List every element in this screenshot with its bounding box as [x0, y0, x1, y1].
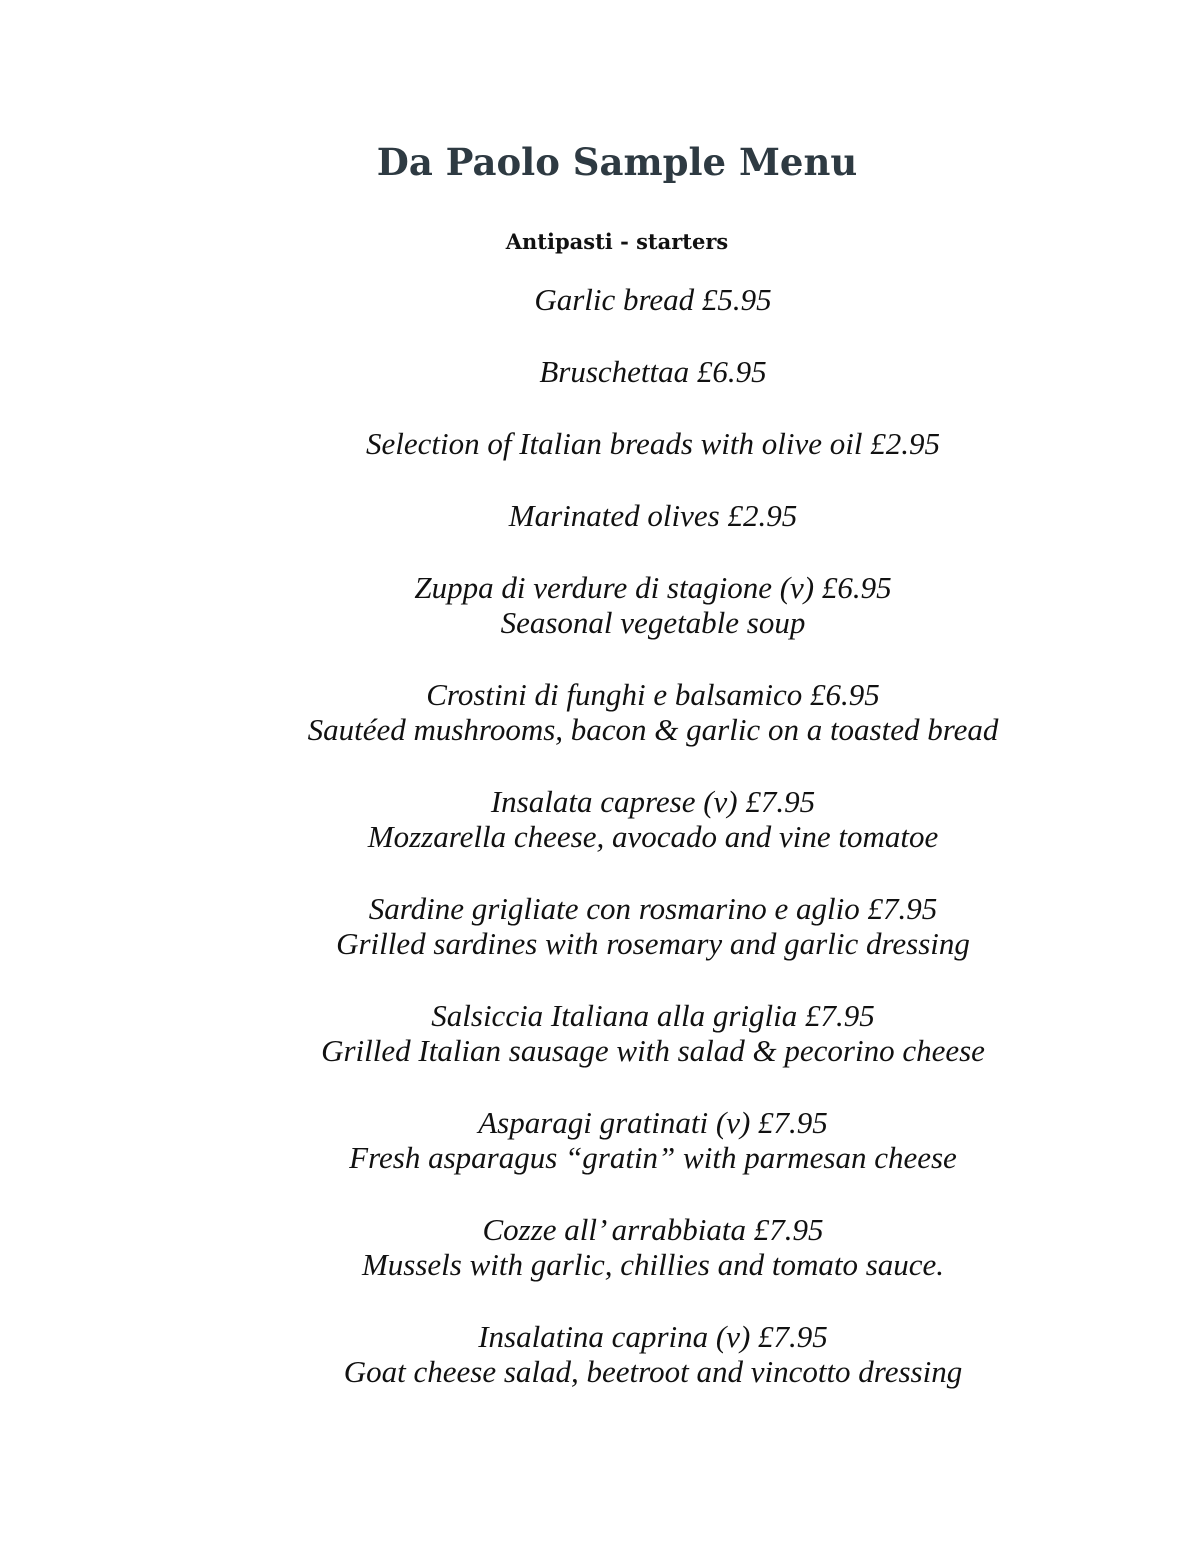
menu-item [0, 570, 1200, 640]
item-name: Crostini di funghi e balsamico £6.95 [426, 677, 880, 712]
menu-item [0, 354, 1200, 389]
menu-item [0, 426, 1200, 461]
item-description: Mussels with garlic, chillies and tomato sauce. [361, 1247, 945, 1282]
menu-item [0, 1319, 1200, 1389]
menu-title: Da Paolo Sample Menu [376, 140, 858, 184]
item-name: Zuppa di verdure di stagione (v) £6.95 [414, 570, 892, 605]
item-name: Asparagi gratinati (v) £7.95 [478, 1105, 828, 1140]
menu-item [0, 1212, 1200, 1282]
item-name: Selection of Italian breads with olive oil £2.95 [366, 426, 940, 461]
item-description: Fresh asparagus “gratin” with parmesan cheese [349, 1140, 957, 1175]
item-name: Sardine grigliate con rosmarino e aglio £7.95 [368, 891, 938, 926]
menu-item [0, 998, 1200, 1068]
item-name: Insalatina caprina (v) £7.95 [478, 1319, 828, 1354]
item-description: Sautéed mushrooms, bacon & garlic on a toasted bread [307, 712, 999, 747]
item-description: Seasonal vegetable soup [500, 605, 806, 640]
item-description: Mozzarella cheese, avocado and vine tomatoe [367, 819, 939, 854]
item-description: Grilled Italian sausage with salad & pecorino cheese [321, 1033, 985, 1068]
item-name: Garlic bread £5.95 [534, 282, 772, 317]
item-name: Marinated olives £2.95 [508, 498, 798, 533]
item-name: Cozze all’ arrabbiata £7.95 [482, 1212, 824, 1247]
item-description: Grilled sardines with rosemary and garlic dressing [336, 926, 970, 961]
menu-items-list [0, 282, 1200, 1426]
menu-item [0, 677, 1200, 747]
item-name: Insalata caprese (v) £7.95 [490, 784, 816, 819]
item-name: Salsiccia Italiana alla griglia £7.95 [431, 998, 875, 1033]
menu-item [0, 498, 1200, 533]
item-description: Goat cheese salad, beetroot and vincotto dressing [343, 1354, 963, 1389]
menu-item [0, 282, 1200, 317]
menu-item [0, 891, 1200, 961]
menu-item [0, 1105, 1200, 1175]
item-name: Bruschettaa £6.95 [539, 354, 767, 389]
section-heading: Antipasti - starters [505, 229, 729, 254]
menu-item [0, 784, 1200, 854]
